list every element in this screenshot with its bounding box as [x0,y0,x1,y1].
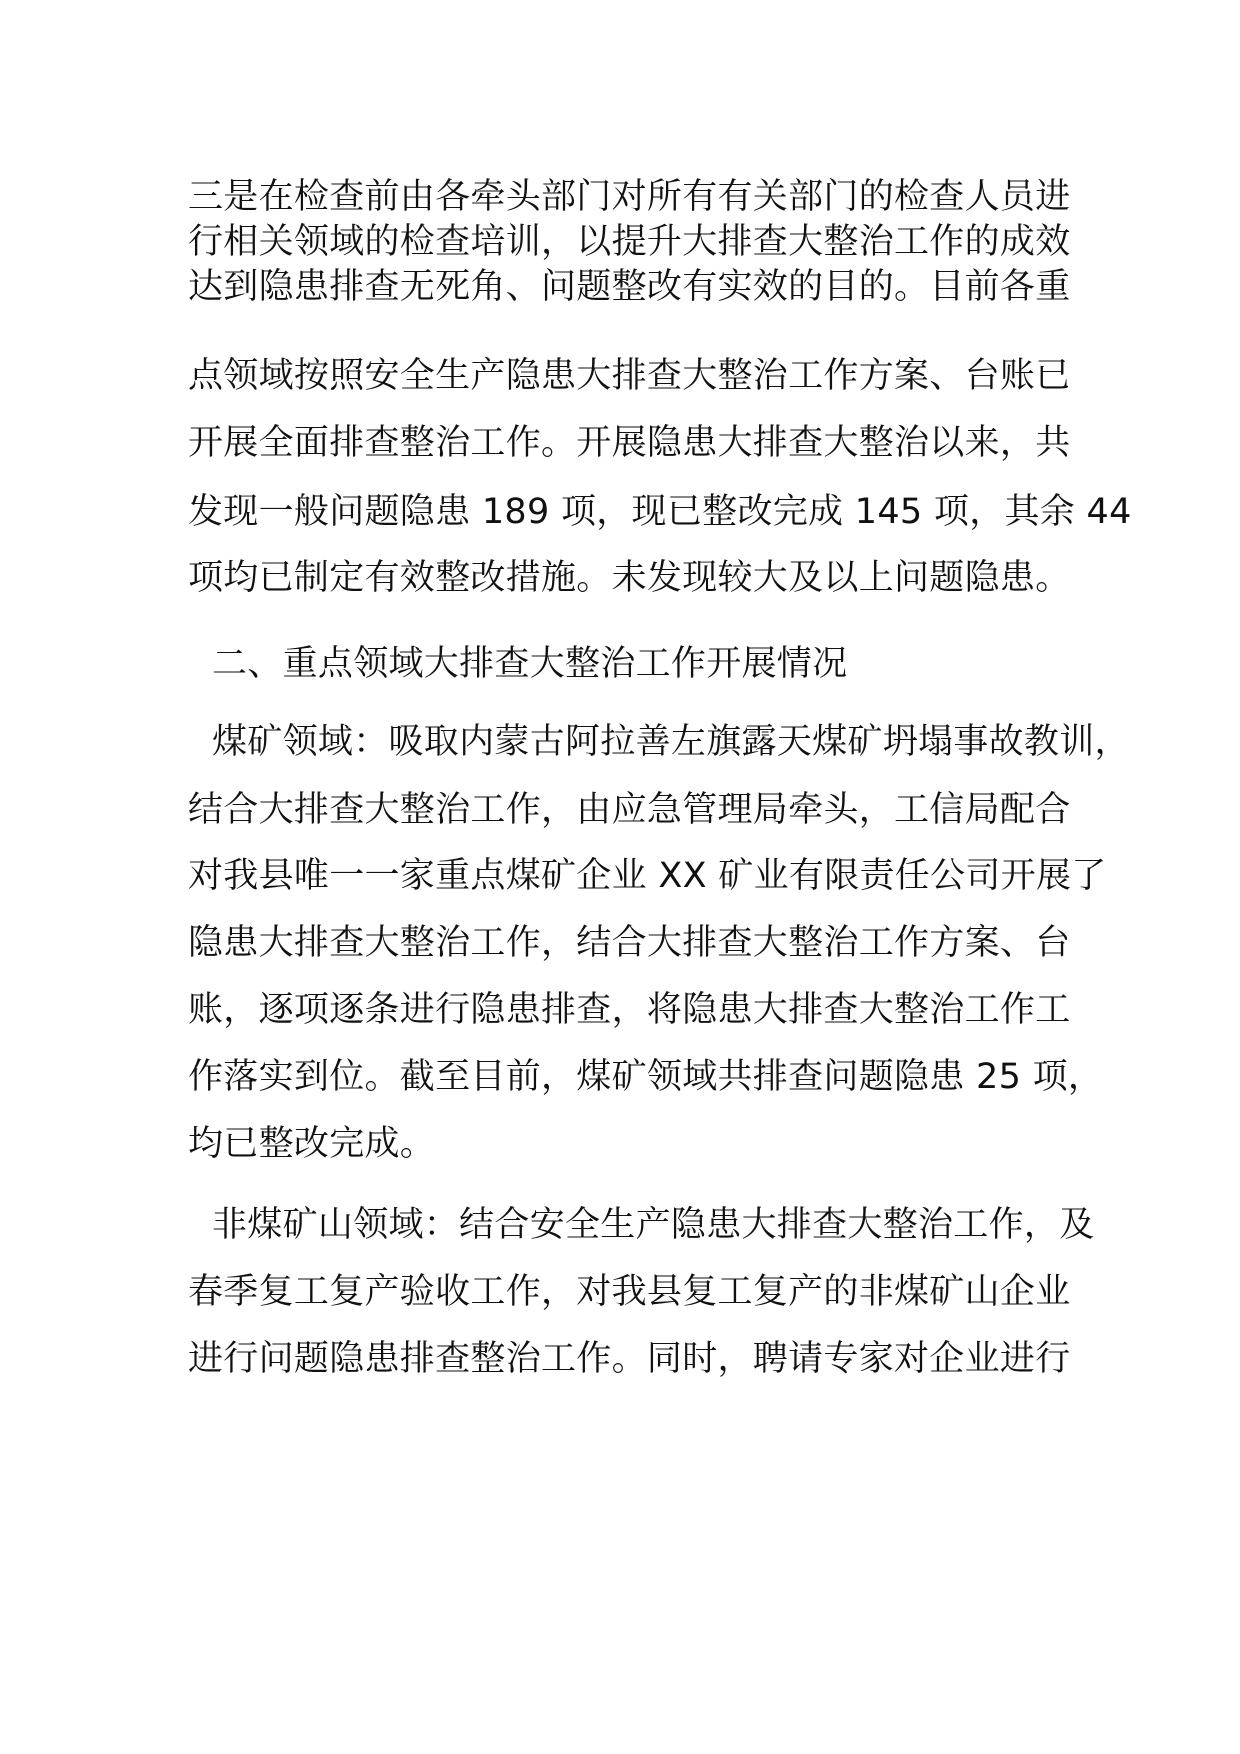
paragraph-line: 发现一般问题隐患 189 项，现已整改完成 145 项，其余 44 [188,492,1132,532]
paragraph-line: 对我县唯一一家重点煤矿企业 XX 矿业有限责任公司开展了 [188,856,1107,896]
paragraph-line: 开展全面排查整治工作。开展隐患大排查大整治以来，共 [188,423,1071,463]
paragraph-line: 项均已制定有效整改措施。未发现较大及以上问题隐患。 [188,558,1071,598]
paragraph-line: 点领域按照安全生产隐患大排查大整治工作方案、台账已 [188,356,1071,396]
paragraph-line: 隐患大排查大整治工作，结合大排查大整治工作方案、台 [188,923,1071,963]
section-heading: 二、重点领域大排查大整治工作开展情况 [212,644,848,684]
paragraph-line: 煤矿领域：吸取内蒙古阿拉善左旗露天煤矿坍塌事故教训， [212,722,1130,762]
paragraph-line: 进行问题隐患排查整治工作。同时，聘请专家对企业进行 [188,1339,1071,1379]
paragraph-line: 账，逐项逐条进行隐患排查，将隐患大排查大整治工作工 [188,990,1071,1030]
paragraph-line: 结合大排查大整治工作，由应急管理局牵头，工信局配合 [188,790,1071,830]
paragraph-line: 达到隐患排查无死角、问题整改有实效的目的。目前各重 [188,267,1071,307]
paragraph-line: 均已整改完成。 [188,1124,436,1164]
paragraph-line: 非煤矿山领域：结合安全生产隐患大排查大整治工作，及 [212,1205,1095,1245]
paragraph-line: 行相关领域的检查培训，以提升大排查大整治工作的成效 [188,222,1071,262]
paragraph-line: 三是在检查前由各牵头部门对所有有关部门的检查人员进 [188,177,1071,217]
paragraph-line: 春季复工复产验收工作，对我县复工复产的非煤矿山企业 [188,1272,1071,1312]
paragraph-line: 作落实到位。截至目前，煤矿领域共排查问题隐患 25 项， [188,1057,1104,1097]
